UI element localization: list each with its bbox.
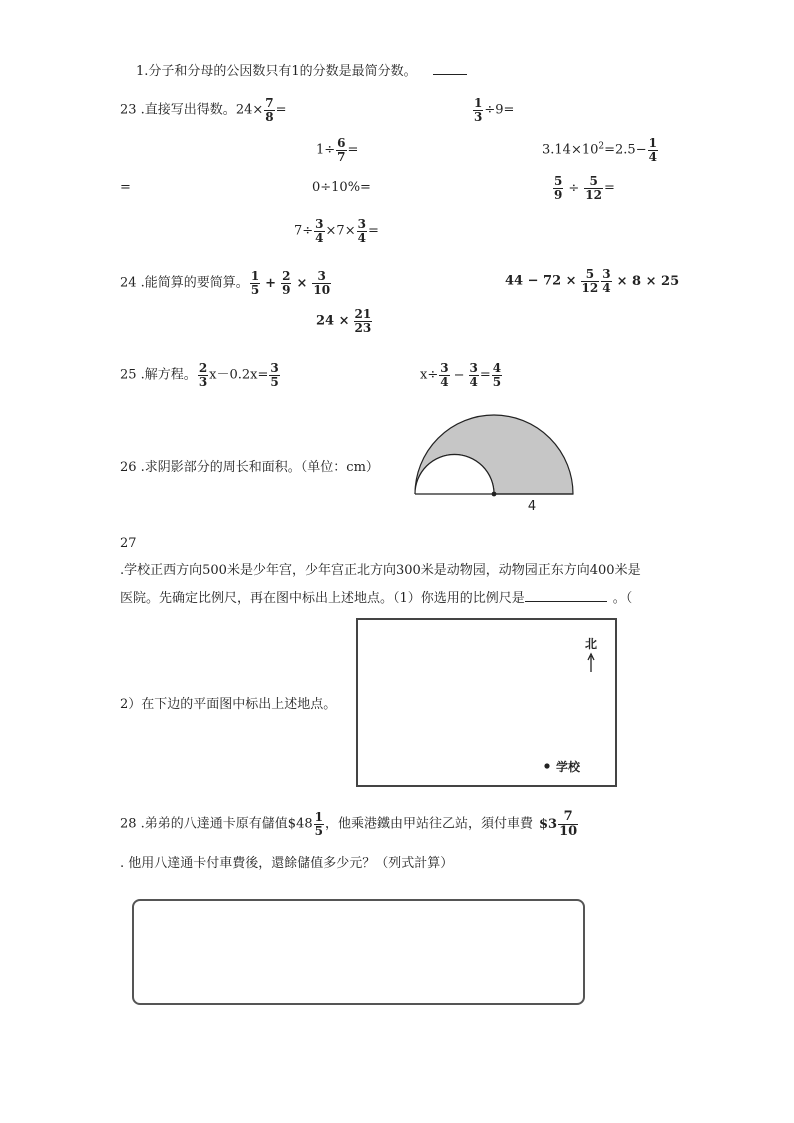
- question-26: [120, 456, 379, 475]
- north-label: 北: [584, 637, 598, 651]
- q27-line3: 2）在下边的平面图中标出上述地点。: [120, 697, 337, 712]
- fraction: $\frac{4}{5}$: [492, 361, 502, 389]
- q25-label: 25 .解方程。: [120, 367, 197, 383]
- fraction: $\frac{5}{9}$: [554, 174, 563, 202]
- q24-label: 24 .能简算的要简算。: [120, 275, 249, 291]
- school-dot: [544, 763, 549, 768]
- q26-label: 26 .求阴影部分的周长和面积。（单位：cm）: [120, 460, 379, 475]
- q22-answer-blank[interactable]: [433, 74, 467, 75]
- fraction: $\frac{7}{8}$: [265, 96, 274, 124]
- fraction: $\frac{3}{4}$: [315, 217, 324, 245]
- q27-line2: 医院。先确定比例尺，再在图中标出上述地点。（1）你选用的比例尺是 。（: [120, 591, 633, 606]
- fraction: $\frac{3}{4}$: [440, 361, 449, 389]
- q23-expr-5: =: [120, 180, 131, 195]
- q28-line2: . 他用八達通卡付車費後，還餘儲值多少元？（列式計算）: [120, 856, 454, 871]
- fraction: $\frac{3}{4}$: [469, 361, 478, 389]
- fraction: $\frac{5}{12}$: [585, 174, 602, 202]
- q27-number: 27: [120, 536, 137, 551]
- question-22: [136, 60, 467, 79]
- q23-expr-6: 0÷10%=: [312, 180, 371, 195]
- q24-expr-2: 44 − 72 × $\frac{5}{12}$ $\frac{3}{4}$ × 8 × 25: [505, 267, 680, 295]
- question-25-row1: 25 .解方程。 $\frac{2}{3}$ x－0.2x= $\frac{3}{5}$: [120, 361, 279, 389]
- fraction: $\frac{5}{12}$: [581, 267, 599, 295]
- q23-expr-7: $\frac{5}{9}$ ÷ $\frac{5}{12}$ =: [554, 174, 615, 202]
- answer-box[interactable]: [132, 899, 585, 1005]
- fraction: $\frac{3}{4}$: [357, 217, 366, 245]
- fraction: $\frac{21}{23}$: [354, 307, 372, 335]
- school-label: 学校: [556, 760, 581, 774]
- q23-expr-4: $3.14\times 10^2=2.5-$ $\frac{1}{4}$: [542, 136, 657, 164]
- q27-line1: .学校正西方向500米是少年宫，少年宫正北方向300米是动物园，动物园正东方向400米是: [120, 563, 641, 578]
- q23-expr-3: 1÷ $\frac{6}{7}$ =: [316, 136, 359, 164]
- semicircle-figure: [410, 410, 580, 515]
- scale-answer-blank[interactable]: [525, 601, 607, 602]
- q23-expr-2: $\frac{1}{3}$ ÷9=: [474, 96, 515, 124]
- fraction: $\frac{3}{5}$: [270, 361, 279, 389]
- question-24-row1: 24 .能简算的要简算。 $\frac{1}{5}$ + $\frac{2}{9}$ × $\frac{3}{10}$: [120, 269, 331, 297]
- fraction: $\frac{7}{10}$: [559, 809, 578, 839]
- dimension-label: 4: [527, 499, 537, 514]
- fraction: $\frac{2}{9}$: [282, 269, 291, 297]
- fraction: $\frac{2}{3}$: [198, 361, 208, 389]
- fraction: $\frac{1}{3}$: [474, 96, 483, 124]
- q22-text: 1.分子和分母的公因数只有1的分数是最简分数。: [136, 64, 417, 79]
- fraction: $\frac{6}{7}$: [337, 136, 346, 164]
- map-drawing: [358, 620, 615, 785]
- fraction: $\frac{1}{5}$: [250, 269, 260, 297]
- q23-label: 23 .直接写出得数。: [120, 102, 236, 118]
- center-dot: [492, 492, 497, 497]
- plan-map[interactable]: [356, 618, 617, 787]
- q28-line1: 28 .弟弟的八達通卡原有儲值$48 $\frac{1}{5}$ ，他乘港鐵由甲站往乙站，須付車費 $3 $\frac{7}{10}$: [120, 809, 578, 839]
- q25-expr-2: x÷ $\frac{3}{4}$ − $\frac{3}{4}$ = $\frac{4}{5}$: [420, 361, 502, 389]
- fraction: $\frac{3}{10}$: [313, 269, 331, 297]
- q23-expr-8: 7÷ $\frac{3}{4}$ ×7× $\frac{3}{4}$ =: [294, 217, 379, 245]
- fraction: $\frac{1}{4}$: [648, 136, 657, 164]
- q24-expr-3: 24 × $\frac{21}{23}$: [316, 307, 372, 335]
- fraction: $\frac{1}{5}$: [314, 810, 323, 838]
- question-23-row1: 23 .直接写出得数。24× $\frac{7}{8}$ =: [120, 96, 287, 124]
- fraction: $\frac{3}{4}$: [602, 267, 611, 295]
